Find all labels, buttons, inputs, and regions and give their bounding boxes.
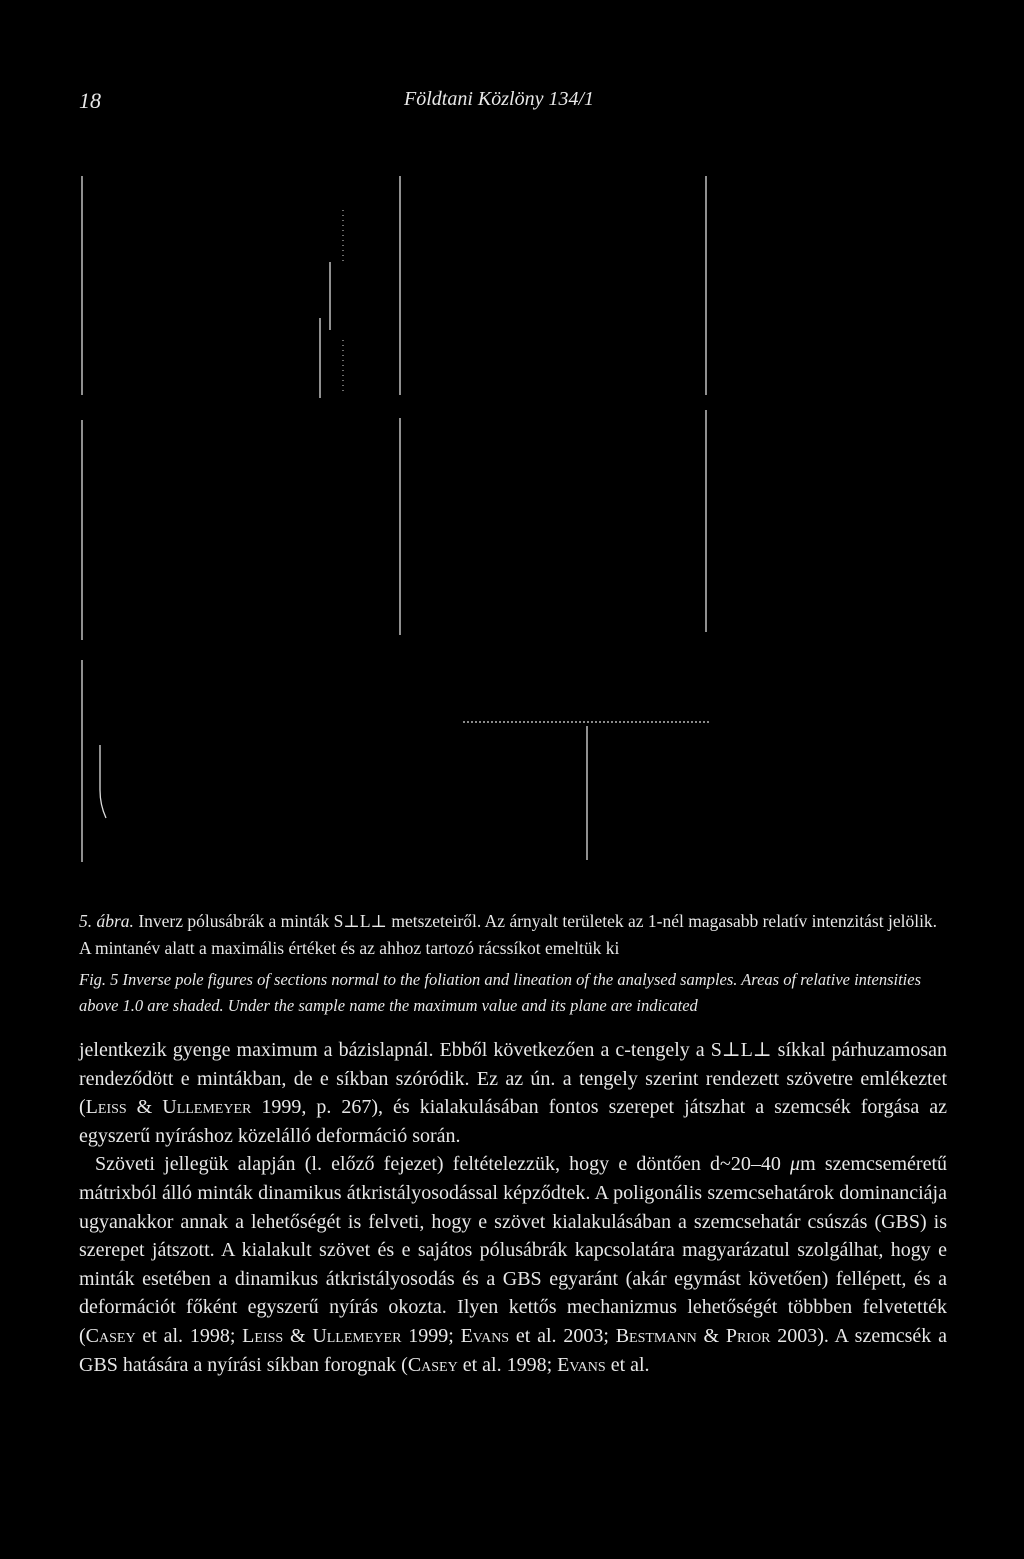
caption-english: Fig. 5 Inverse pole figures of sections normal to the foliation and lineation of the analysed samples. Areas of relative intensities above 1.0 are shaded. Under the sample name the maximum value and its plane are indicated <box>79 970 922 1015</box>
panel-curve <box>100 745 106 818</box>
paragraph: Szöveti jellegük alapján (l. előző fejezet) feltételezzük, hogy e döntően d~20–40 μm szemcseméretű mátrixból álló minták dinamikus átkristályosodással képződtek. A poligonális szemcsehatárok dominanciája ugyanakkor annak a lehetőségét is felveti, hogy e szövet kialakulásában a szemcsehatár csúszás (GBS) is szerepet játszott. A kialakult szövet és e sajátos pólusábrák kapcsolatára magyarázatul szolgálhat, hogy e minták esetében a dinamikus átkristályosodás és a GBS egyaránt (akár egymást követően) fellépett, és a deformációt főként egyszerű nyírás okozta. Ilyen kettős mechanizmus lehetőségét többben felvetették (Casey et al. 1998; Leiss & Ullemeyer 1999; Evans et al. 2003; Bestmann & Prior 2003). A szemcsék a GBS hatására a nyírási síkban forognak (Casey et al. 1998; Evans et al. <box>79 1153 948 1376</box>
figure-label: 1. <box>334 266 347 281</box>
figure-label: 1 <box>336 319 345 334</box>
page-number: 18 <box>79 88 101 113</box>
figure-label: 1. <box>334 305 347 320</box>
caption-label: 5. ábra. <box>79 911 134 931</box>
paragraph: jelentkezik gyenge maximum a bázislapnál. Ebből következően a c-tengely a S⊥L⊥ síkkal párhuzamosan rendeződött e mintákban, de e síkban szóródik. Ez az ún. a tengely szerint rendezett szövetre emlékeztet (Leiss & Ullemeyer 1999, p. 267), és kialakulásában fontos szerepet játszhat a szemcsék forgása az egyszerű nyíráshoz közelálló deformáció során. <box>79 1039 947 1147</box>
body-text <box>79 1036 947 1379</box>
caption-text: Inverz pólusábrák a minták S⊥L⊥ metszeteiről. Az árnyalt területek az 1-nél magasabb relatív intenzitást jelölik. A mintanév alatt a maximális értéket és az ahhoz tartozó rácssíkot emeltük ki <box>79 911 938 958</box>
caption-hungarian <box>79 908 947 962</box>
journal-title: Földtani Közlöny 134/1 <box>404 88 594 110</box>
figure-label: 1. <box>334 279 347 294</box>
figure-label: 1. <box>334 292 347 307</box>
inverse-pole-figures <box>0 160 1024 880</box>
